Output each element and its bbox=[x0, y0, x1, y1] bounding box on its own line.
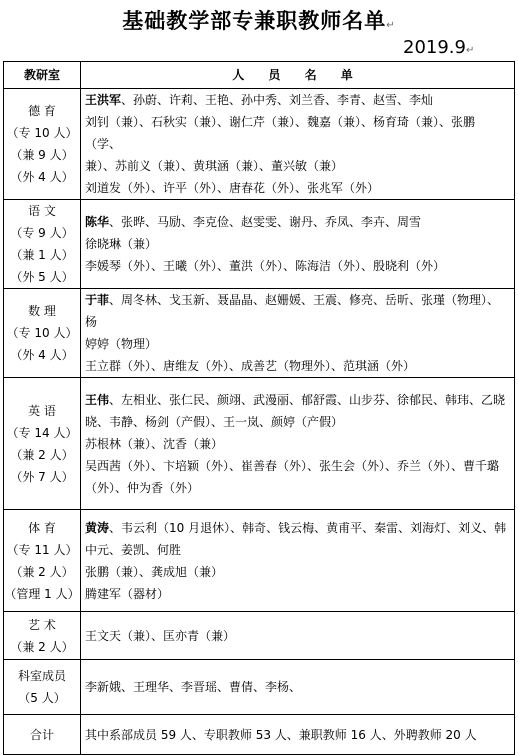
member-line bbox=[85, 289, 510, 333]
department-count: （兼 9 人） bbox=[10, 148, 74, 162]
department-count: （兼 2 人） bbox=[10, 447, 74, 462]
member-line: 徐晓琳（兼） bbox=[85, 237, 158, 251]
member-line: 刘道发（外）、许平（外）、唐春花（外）、张兆军（外） bbox=[85, 181, 380, 195]
lead-teacher: 于菲 bbox=[85, 293, 110, 307]
member-line bbox=[85, 517, 510, 539]
total-label: 合计 bbox=[29, 727, 54, 742]
table-row bbox=[4, 200, 515, 289]
department-count: （外 7 人） bbox=[10, 469, 74, 484]
member-line bbox=[85, 211, 510, 233]
member-line: 刘钊（兼）、石秋实（兼）、谢仁芹（兼）、魏嘉（兼）、杨育琦（兼）、张鹏（学、 bbox=[85, 115, 476, 151]
department-cell bbox=[4, 200, 81, 289]
lead-teacher: 陈华 bbox=[85, 215, 110, 229]
members-cell bbox=[81, 378, 515, 510]
members-cell bbox=[81, 510, 515, 612]
paragraph-mark: ↵ bbox=[386, 20, 396, 31]
member-line: 苏根林（兼）、沈香（兼） bbox=[85, 436, 224, 451]
header-members: 人 员 名 单 bbox=[81, 62, 515, 89]
department-name: 科室成员 bbox=[17, 669, 66, 683]
department-count: （专 10 人） bbox=[6, 326, 78, 340]
member-names: 、孙蔚、许莉、王艳、孙中秀、刘兰香、李青、赵雪、李灿 bbox=[121, 93, 434, 107]
member-names: 、左相业、张仁民、颜翊、武漫丽、郁舒霞、山步芬、徐郁民、韩玮、乙晓 bbox=[109, 392, 506, 407]
department-cell bbox=[4, 612, 81, 660]
table-row bbox=[4, 89, 515, 200]
department-count: （外 5 人） bbox=[10, 270, 74, 284]
table-header-row bbox=[4, 62, 515, 89]
department-cell bbox=[4, 289, 81, 378]
members-cell bbox=[81, 200, 515, 289]
members-cell bbox=[81, 660, 515, 715]
department-count: （专 14 人） bbox=[6, 425, 78, 440]
lead-teacher: 王伟 bbox=[85, 392, 110, 407]
department-name: 语 文 bbox=[28, 204, 56, 218]
table-row bbox=[4, 612, 515, 660]
title-text: 基础教学部专兼职教师名单 bbox=[122, 9, 387, 33]
department-cell bbox=[4, 510, 81, 612]
member-line: 中元、姜凯、何胜 bbox=[85, 542, 182, 557]
member-line: 婷婷（物理） bbox=[85, 337, 158, 351]
member-line: （外）、仲为香（外） bbox=[85, 480, 200, 495]
department-count: （兼 1 人） bbox=[10, 248, 74, 262]
members-cell bbox=[81, 289, 515, 378]
department-count: （5 人） bbox=[18, 691, 66, 705]
member-names: 、韦云利（10 月退休）、韩奇、钱云梅、黄甫平、秦雷、刘海灯、刘义、韩 bbox=[109, 520, 507, 535]
date-text: 2019.9 bbox=[403, 37, 466, 58]
paragraph-mark: ↵ bbox=[465, 45, 475, 56]
department-count: （外 4 人） bbox=[10, 170, 74, 184]
table-row bbox=[4, 660, 515, 715]
department-count: （兼 2 人） bbox=[10, 564, 74, 579]
department-cell bbox=[4, 89, 81, 200]
lead-teacher: 黄涛 bbox=[85, 520, 110, 535]
teacher-roster-table bbox=[3, 61, 515, 755]
table-row bbox=[4, 289, 515, 378]
member-line: 吴西茜（外）、卞培颖（外）、崔善春（外）、张生会（外）、乔兰（外）、曹千璐 bbox=[85, 458, 500, 473]
department-count: （专 10 人） bbox=[6, 126, 78, 140]
department-count: （兼 2 人） bbox=[10, 639, 74, 654]
department-name: 体 育 bbox=[28, 520, 56, 535]
member-line: 李新娥、王理华、李晋瑶、曹倩、李杨、 bbox=[85, 680, 302, 694]
department-cell bbox=[4, 378, 81, 510]
member-line: 李媛琴（外）、王曦（外）、董洪（外）、陈海洁（外）、殷晓利（外） bbox=[85, 259, 446, 273]
lead-teacher: 王洪军 bbox=[85, 93, 122, 107]
total-summary: 其中系部成员 59 人、专职教师 53 人、兼职教师 16 人、外聘教师 20 人 bbox=[85, 727, 477, 742]
member-line: 晓、韦静、杨剑（产假）、王一岚、颜婷（产假） bbox=[85, 414, 344, 429]
member-names: 、周冬林、戈玉新、聂晶晶、赵姗媛、王震、修亮、岳昕、张瑾（物理）、杨 bbox=[85, 293, 500, 329]
members-cell bbox=[81, 612, 515, 660]
department-name: 英 语 bbox=[28, 403, 56, 418]
department-name: 数 理 bbox=[28, 304, 56, 318]
page-title bbox=[0, 5, 518, 35]
document-date bbox=[403, 37, 474, 58]
member-line bbox=[85, 89, 510, 111]
department-count: （管理 1 人） bbox=[4, 586, 80, 601]
member-line: 腾建军（器材） bbox=[85, 586, 170, 601]
header-department: 教研室 bbox=[4, 62, 81, 89]
table-row bbox=[4, 378, 515, 510]
department-count: （专 9 人） bbox=[10, 226, 74, 240]
department-cell bbox=[4, 660, 81, 715]
member-line bbox=[85, 389, 510, 411]
table-row bbox=[4, 510, 515, 612]
member-names: 、张晔、马励、李克俭、赵雯雯、谢丹、乔凤、李卉、周雪 bbox=[109, 215, 422, 229]
member-line: 王立群（外）、唐维友（外）、成善艺（物理外）、范琪涵（外） bbox=[85, 359, 416, 373]
department-count: （专 11 人） bbox=[6, 542, 78, 557]
department-name: 艺 术 bbox=[28, 617, 56, 632]
department-name: 德 育 bbox=[28, 104, 56, 118]
member-line: 王文天（兼）、匡亦青（兼） bbox=[85, 628, 236, 643]
department-count: （外 4 人） bbox=[10, 348, 74, 362]
member-line: 兼）、苏前义（兼）、黄琪涵（兼）、董兴敏（兼） bbox=[85, 159, 344, 173]
member-line: 张鹏（兼）、龚成旭（兼） bbox=[85, 564, 224, 579]
members-cell bbox=[81, 89, 515, 200]
